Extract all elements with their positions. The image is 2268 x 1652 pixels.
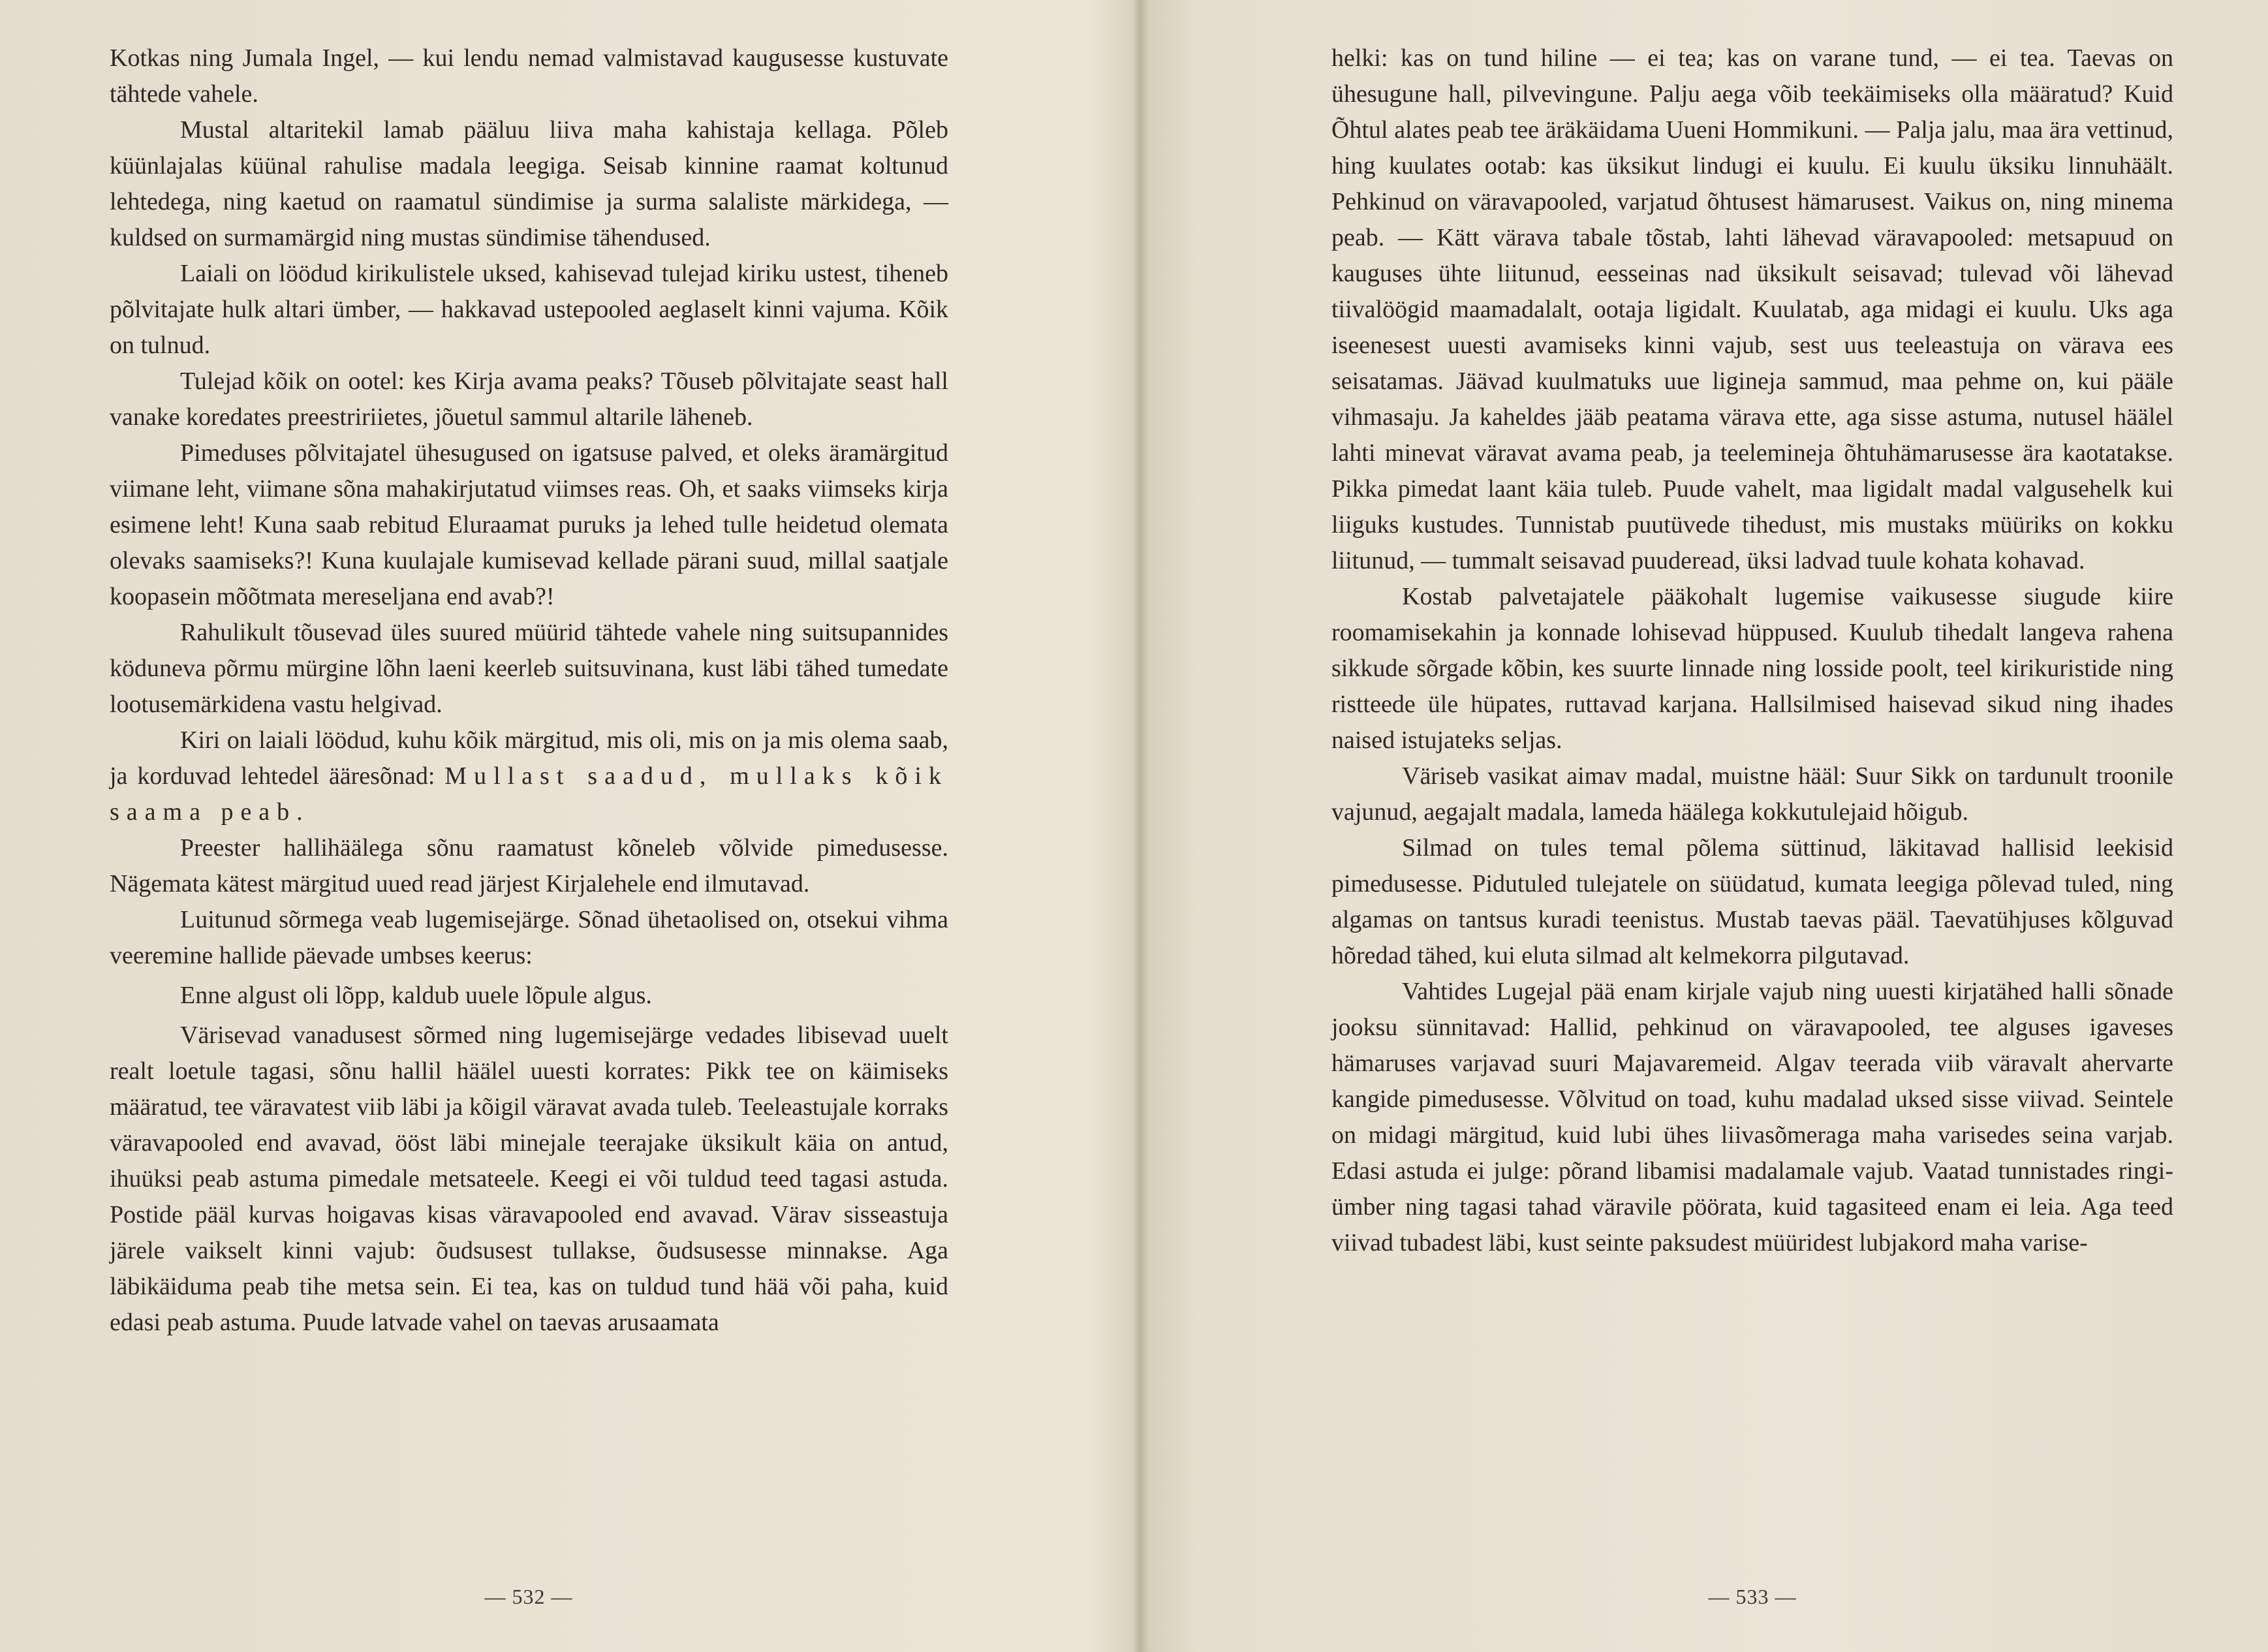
book-gutter [1132, 0, 1149, 1652]
page-number: — 532 — [484, 1585, 573, 1608]
paragraph: Kotkas ning Jumala Ingel, — kui lendu nemad valmistavad kaugusesse kustuvate tähtede vahele. [110, 44, 948, 108]
paragraph: Värisevad vanadusest sõrmed ning lugemisejärge vedades libisevad uuelt realt loetule tagasi, sõnu hallil häälel uuesti korrates: Pikk tee on käimiseks määratud, tee väravatest viib läbi ja kõigil väravat avada tuleb. Teeleastujale korraks väravapooled end avavad, ööst läbi minejale teerajake üksikult käia on antud, ihuüksi peab astuma pimedale metsateele. Keegi ei või tuldud teed tagasi astuda. Postide pääl kurvas hoigavas kisas väravapooled end avavad. Värav sisseastuja järele vaikselt kinni vajub: õudsusest tullakse, õudsusesse minnakse. Aga läbikäiduma peab tihe metsa sein. Ei tea, kas on tuldud tund hää või paha, kuid edasi peab astuma. Puude latvade vahel on taevas arusaamata [110, 1021, 948, 1336]
left-page [110, 40, 948, 1594]
paragraph: Pimeduses põlvitajatel ühesugused on igatsuse palved, et oleks äramärgitud viimane leht, viimane sõna mahakirjutatud viimses reas. Oh, et saaks viimseks kirja esimene leht! Kuna saab rebitud Eluraamat puruks ja lehed tulle heidetud olemata olevaks saamiseks?! Kuna kuulajale kumisevad kellade pärani suud, millal saatjale koopasein mõõtmata mereseljana end avab?! [110, 439, 948, 610]
paragraph: Silmad on tules temal põlema süttinud, läkitavad hallisid leekisid pimedusesse. Pidutuled tulejatele on süüdatud, kumata leegiga põlevad tuled, ning algamas on tantsus kuradi teenistus. Mustab taevas pääl. Taevatühjuses kõlguvad hõredad tähed, kui eluta silmad alt kelmekorra pilgutavad. [1331, 834, 2173, 969]
right-page [1331, 40, 2173, 1594]
paragraph: Luitunud sõrmega veab lugemisejärge. Sõnad ühetaolised on, otsekui vihma veeremine hallide päevade umbses keerus: [110, 906, 948, 969]
paragraph-with-spaced-phrase [110, 723, 948, 830]
paragraph: Laiali on löödud kirikulistele uksed, kahisevad tulejad kiriku ustest, tiheneb põlvitajate hulk altari ümber, — hakkavad ustepooled aeglaselt kinni vajuma. Kõik on tulnud. [110, 260, 948, 359]
paragraph: Preester hallihäälega sõnu raamatust kõneleb võlvide pimedusesse. Nägemata kätest märgitud uued read järjest Kirjalehele end ilmutavad. [110, 834, 948, 897]
quoted-line: Enne algust oli lõpp, kaldub uuele lõpule algus. [180, 982, 652, 1009]
page-number: — 533 — [1708, 1585, 1797, 1608]
paragraph: Väriseb vasikat aimav madal, muistne hääl: Suur Sikk on tardunult troonile vajunud, aegajalt madala, lameda häälega kokkutulejaid hõigub. [1331, 762, 2173, 826]
paragraph: Vahtides Lugejal pää enam kirjale vajub ning uuesti kirjatähed halli sõnade jooksu sünnitavad: Hallid, pehkinud on väravapooled, tee alguses igaveses hämaruses varjavad suuri Majavaremeid. Algav teerada viib väravalt ahervarte kangide pimedusesse. Võlvitud on toad, kuhu madalad uksed sisse viivad. Seintele on midagi märgitud, kuid lubi ühes liivasõmeraga maha varisedes seina varjab. Edasi astuda ei julge: põrand libamisi madalamale vajub. Vaatad tunnistades ringi-ümber ning tagasi tahad väravile pöörata, kuid tagasiteed enam ei leia. Aga teed viivad tubadest läbi, kust seinte paksudest müüridest lubjakord maha varise- [1331, 978, 2173, 1256]
paragraph: Tulejad kõik on ootel: kes Kirja avama peaks? Tõuseb põlvitajate seast hall vanake koredates preestririietes, jõuetul sammul altarile läheneb. [110, 367, 948, 431]
paragraph: helki: kas on tund hiline — ei tea; kas on varane tund, — ei tea. Taevas on ühesugune hall, pilvevingune. Palju aega võib teekäimiseks olla määratud? Kuid Õhtul alates peab tee äräkäidama Uueni Hommikuni. — Palja jalu, maa ära vettinud, hing kuulates ootab: kas üksikut lindugi ei kuulu. Ei kuulu üksiku linnuhäält. Pehkinud on väravapooled, varjatud õhtusest hämarusest. Vaikus on, ning minema peab. — Kätt värava tabale tõstab, lahti lähevad väravapooled: metsapuud on kauguses ühte liitunud, eesseinas nad üksikult seisavad; tulevad või lähevad tiivalöögid maamadalalt, ootaja ligidalt. Kuulatab, aga midagi ei kuulu. Uks aga iseenesest uuesti avamiseks kinni vajub, sest uus teeleastuja on värava ees seisatamas. Jäävad kuulmatuks uue ligineja sammud, maa pehme on, kui pääle vihmasaju. Ja kaheldes jääb peatama värava ette, aga sisse astuma, nutusel häälel lahti minevat väravat avama peab, ja teelemineja õhtuhämarusesse ära kaotatakse. Pikka pimedat laant käia tuleb. Puude vahelt, maa ligidalt madal valgusehelk kui liiguks kustudes. Tunnistab puutüvede tihedust, mis mustaks müüriks on kokku liitunud, — tummalt seisavad puuderead, üksi ladvad tuule kohata kohavad. [1331, 44, 2173, 574]
paragraph: Rahulikult tõusevad üles suured müürid tähtede vahele ning suitsupannides köduneva põrmu mürgine lõhn laeni keerleb suitsuvinana, kust läbi tähed tumedate lootusemärkidena vastu helgivad. [110, 619, 948, 718]
paragraph: Mustal altaritekil lamab pääluu liiva maha kahistaja kellaga. Põleb küünlajalas küünal rahulise madala leegiga. Seisab kinnine raamat koltunud lehtedega, ning kaetud on raamatul sündimise ja surma salaliste märkidega, — kuldsed on surmamärgid ning mustas sündimise tähendused. [110, 116, 948, 251]
paragraph: Kostab palvetajatele pääkohalt lugemise vaikusesse siugude kiire roomamisekahin ja konnade lohisevad hüppused. Kuulub tihedalt langeva rahena sikkude sõrgade kõbin, kes suurte linnade ning losside poolt, teel kirikuristide ning ristteede üle hüpates, ruttavad karjana. Hallsilmised haisevad sikud ning ihades naised istujateks seljas. [1331, 583, 2173, 754]
paragraph-text: Kiri on laiali löödud, kuhu kõik märgitud, mis oli, mis on ja mis olema saab, ja korduvad lehtedel ääresõnad: [110, 726, 948, 790]
spaced-phrase: Mullast saadud, mullaks kõik saama peab. [110, 762, 948, 826]
